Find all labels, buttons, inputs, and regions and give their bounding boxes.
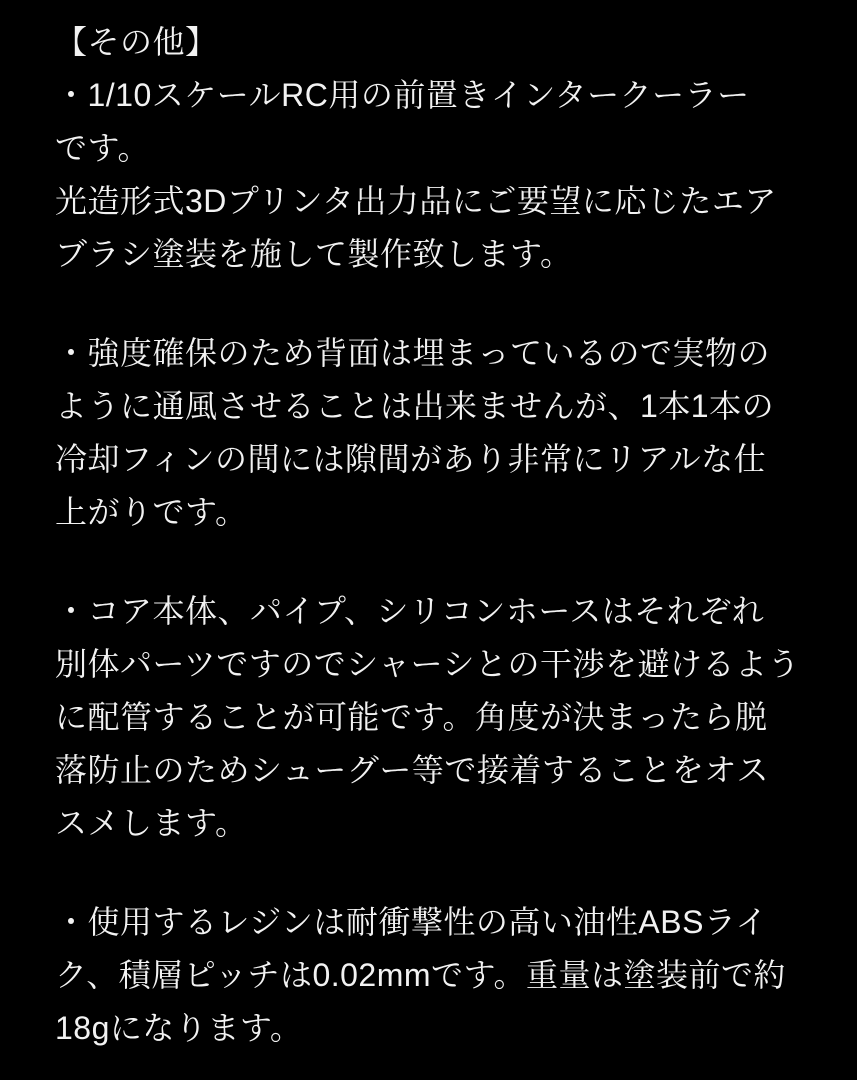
text-line: 光造形式3Dプリンタ出力品にご要望に応じたエア bbox=[55, 183, 777, 219]
text-line: です。 bbox=[55, 130, 150, 166]
text-line: ・1/10スケールRC用の前置きインタークーラー bbox=[55, 77, 750, 113]
text-line: ・強度確保のため背面は埋まっているので実物の bbox=[55, 335, 771, 371]
text-line: ・コア本体、パイプ、シリコンホースはそれぞれ bbox=[55, 593, 765, 629]
paragraph-fins bbox=[55, 327, 817, 539]
section-heading: 【その他】 bbox=[55, 24, 218, 60]
text-line: ク、積層ピッチは0.02mmです。重量は塗装前で約 bbox=[55, 957, 786, 993]
text-line: 18gになります。 bbox=[55, 1010, 303, 1046]
text-line: 冷却フィンの間には隙間があり非常にリアルな仕 bbox=[55, 441, 767, 477]
paragraph-intro bbox=[55, 69, 817, 281]
text-line: 上がりです。 bbox=[55, 494, 248, 530]
text-line: ・使用するレジンは耐衝撃性の高い油性ABSライ bbox=[55, 904, 768, 940]
text-line: ように通風させることは出来ませんが、1本1本の bbox=[55, 388, 775, 424]
text-line: 別体パーツですのでシャーシとの干渉を避けるよう bbox=[55, 646, 800, 682]
text-line: スメします。 bbox=[55, 805, 248, 841]
text-line: ブラシ塗装を施して製作致します。 bbox=[55, 236, 573, 272]
paragraph-resin bbox=[55, 896, 817, 1055]
text-line: 落防止のためシューグー等で接着することをオス bbox=[55, 752, 770, 788]
paragraph-parts bbox=[55, 585, 817, 850]
text-line: に配管することが可能です。角度が決まったら脱 bbox=[55, 699, 768, 735]
